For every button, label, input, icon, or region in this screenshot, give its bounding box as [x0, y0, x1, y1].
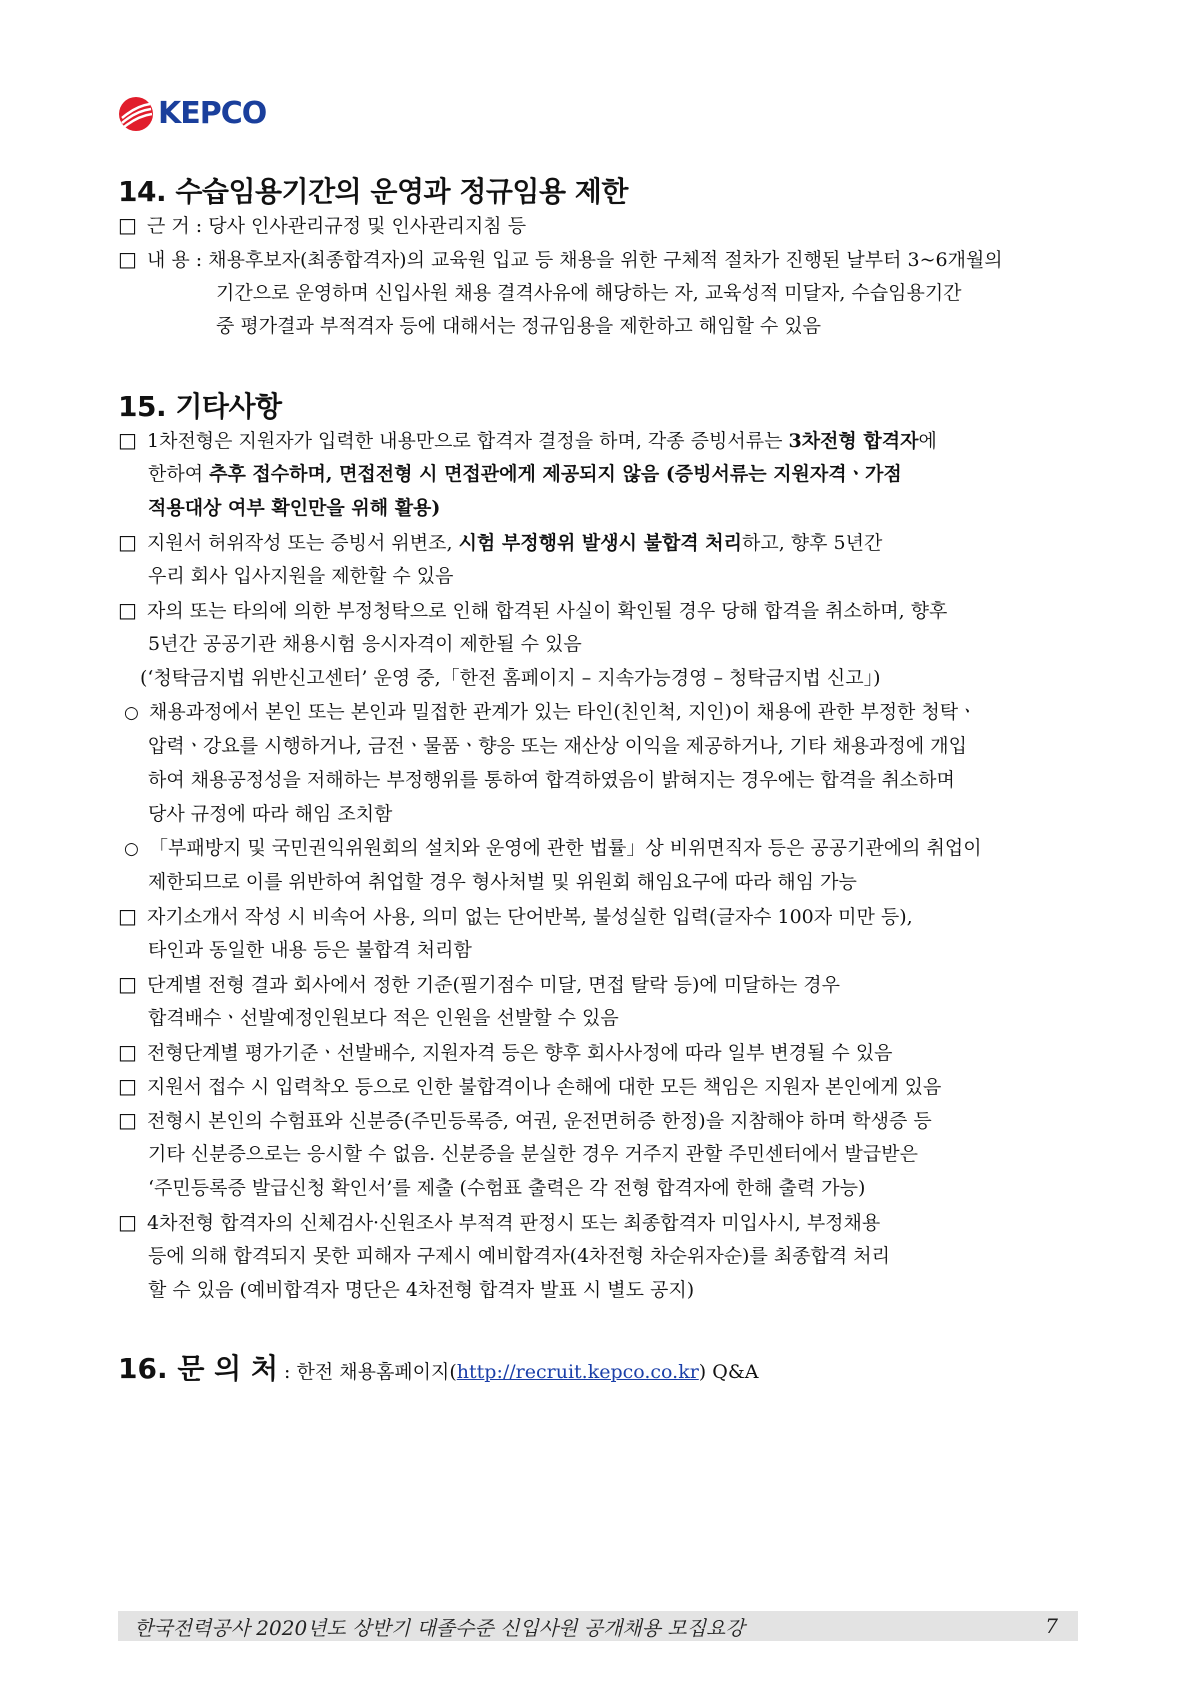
contact-text-before: 한전 채용홈페이지(	[296, 1361, 457, 1383]
item-6: □ 전형단계별 평가기준ㆍ선발배수, 지원자격 등은 향후 회사사정에 따라 일부 변경될 수 있음	[118, 1040, 893, 1064]
item-1-line-1: □ 1차전형은 지원자가 입력한 내용만으로 합격자 결정을 하며, 각종 증빙서류는 3차전형 합격자에	[118, 428, 937, 452]
contact-separator: :	[284, 1361, 291, 1383]
logo-text: KEPCO	[158, 96, 267, 131]
checkbox-icon: □	[118, 247, 137, 271]
checkbox-icon: □	[118, 972, 137, 996]
checkbox-icon: □	[118, 1074, 137, 1098]
checkbox-icon: □	[118, 428, 137, 452]
item-3-line-2: 5년간 공공기관 채용시험 응시자격이 제한될 수 있음	[148, 633, 582, 655]
item-9-line-3: 할 수 있음 (예비합격자 명단은 4차전형 합격자 발표 시 별도 공지)	[148, 1279, 695, 1301]
item-9-line-2: 등에 의해 합격되지 못한 피해자 구제시 예비합격자(4차전형 차순위자순)를 최종합격 처리	[148, 1245, 891, 1267]
sub-1-line-1: ○ 채용과정에서 본인 또는 본인과 밀접한 관계가 있는 타인(친인척, 지인)이 채용에 관한 부정한 청탁ㆍ	[124, 701, 977, 723]
item-2-line-1: □ 지원서 허위작성 또는 증빙서 위변조, 시험 부정행위 발생시 불합격 처리하고, 향후 5년간	[118, 530, 883, 554]
basis-text: 당사 인사관리규정 및 인사관리지침 등	[208, 215, 527, 237]
sub-2-line-2: 제한되므로 이를 위반하여 취업할 경우 형사처벌 및 위원회 해임요구에 따라 해임 가능	[148, 871, 857, 893]
checkbox-icon: □	[118, 598, 137, 622]
item-5-line-1: □ 단계별 전형 결과 회사에서 정한 기준(필기점수 미달, 면접 탈락 등)에 미달하는 경우	[118, 972, 840, 996]
section-14-content: □ 내 용 : 채용후보자(최종합격자)의 교육원 입교 등 채용을 위한 구체적 절차가 진행된 날부터 3~6개월의	[118, 247, 1003, 271]
item-9-line-1: □ 4차전형 합격자의 신체검사·신원조사 부적격 판정시 또는 최종합격자 미입사시, 부정채용	[118, 1210, 881, 1234]
content-line-2: 기간으로 운영하며 신입사원 채용 결격사유에 해당하는 자, 교육성적 미달자, 수습임용기간	[216, 282, 962, 304]
content-line-1: 채용후보자(최종합격자)의 교육원 입교 등 채용을 위한 구체적 절차가 진행된 날부터 3~6개월의	[208, 249, 1003, 271]
contact-text-after: ) Q&A	[698, 1361, 759, 1383]
content-line-3: 중 평가결과 부적격자 등에 대해서는 정규임용을 제한하고 해임할 수 있음	[216, 315, 821, 337]
item-2-line-2: 우리 회사 입사지원을 제한할 수 있음	[148, 565, 454, 587]
section-16-title: 16. 문 의 처	[118, 1352, 278, 1385]
recruit-link[interactable]: http://recruit.kepco.co.kr	[456, 1361, 699, 1383]
kepco-logo	[118, 96, 266, 132]
section-14-title: 14. 수습임용기간의 운영과 정규임용 제한	[118, 175, 628, 208]
checkbox-icon: □	[118, 530, 137, 554]
item-1-line-2: 한하여 추후 접수하며, 면접전형 시 면접관에게 제공되지 않음 (증빙서류는 지원자격ㆍ가점	[148, 463, 902, 485]
section-16-contact	[118, 1352, 758, 1389]
item-8-line-2: 기타 신분증으로는 응시할 수 없음. 신분증을 분실한 경우 거주지 관할 주민센터에서 발급받은	[148, 1143, 918, 1165]
sub-2-line-1: ○ 「부패방지 및 국민권익위원회의 설치와 운영에 관한 법률」상 비위면직자 등은 공공기관에의 취업이	[124, 837, 982, 859]
item-8-line-3: ‘주민등록증 발급신청 확인서’를 제출 (수험표 출력은 각 전형 합격자에 한해 출력 가능)	[148, 1177, 866, 1199]
item-1-line-3: 적용대상 여부 확인만을 위해 활용)	[148, 497, 441, 519]
section-15-title: 15. 기타사항	[118, 390, 282, 423]
item-4-line-1: □ 자기소개서 작성 시 비속어 사용, 의미 없는 단어반복, 불성실한 입력(글자수 100자 미만 등),	[118, 904, 913, 928]
sub-1-line-4: 당사 규정에 따라 해임 조치함	[148, 803, 393, 825]
checkbox-icon: □	[118, 1210, 137, 1234]
item-7: □ 지원서 접수 시 입력착오 등으로 인한 불합격이나 손해에 대한 모든 책임은 지원자 본인에게 있음	[118, 1074, 942, 1098]
footer-text: 한국전력공사 2020년도 상반기 대졸수준 신입사원 공개채용 모집요강	[134, 1615, 745, 1640]
sub-1-line-2: 압력ㆍ강요를 시행하거나, 금전ㆍ물품ㆍ향응 또는 재산상 이익을 제공하거나, 기타 채용과정에 개입	[148, 735, 967, 757]
basis-label: 근 거	[147, 215, 190, 237]
checkbox-icon: □	[118, 1040, 137, 1064]
page-number: 7	[1045, 1614, 1058, 1638]
item-8-line-1: □ 전형시 본인의 수험표와 신분증(주민등록증, 여권, 운전면허증 한정)을 지참해야 하며 학생증 등	[118, 1108, 932, 1132]
content-label: 내 용	[147, 249, 190, 271]
checkbox-icon: □	[118, 213, 137, 237]
item-4-line-2: 타인과 동일한 내용 등은 불합격 처리함	[148, 939, 472, 961]
kepco-emblem-icon	[118, 96, 154, 132]
circle-bullet-icon: ○	[124, 839, 139, 859]
checkbox-icon: □	[118, 1108, 137, 1132]
page-footer	[118, 1611, 1078, 1641]
item-5-line-2: 합격배수ㆍ선발예정인원보다 적은 인원을 선발할 수 있음	[148, 1007, 619, 1029]
checkbox-icon: □	[118, 904, 137, 928]
sub-1-line-3: 하여 채용공정성을 저해하는 부정행위를 통하여 합격하였음이 밝혀지는 경우에는 합격을 취소하며	[148, 769, 955, 791]
item-3-line-1: □ 자의 또는 타의에 의한 부정청탁으로 인해 합격된 사실이 확인될 경우 당해 합격을 취소하며, 향후	[118, 598, 948, 622]
circle-bullet-icon: ○	[124, 703, 139, 723]
item-3-line-3: (‘청탁금지법 위반신고센터’ 운영 중,「한전 홈페이지 – 지속가능경영 – 청탁금지법 신고」)	[140, 667, 881, 689]
section-14-basis: □ 근 거 : 당사 인사관리규정 및 인사관리지침 등	[118, 213, 527, 237]
